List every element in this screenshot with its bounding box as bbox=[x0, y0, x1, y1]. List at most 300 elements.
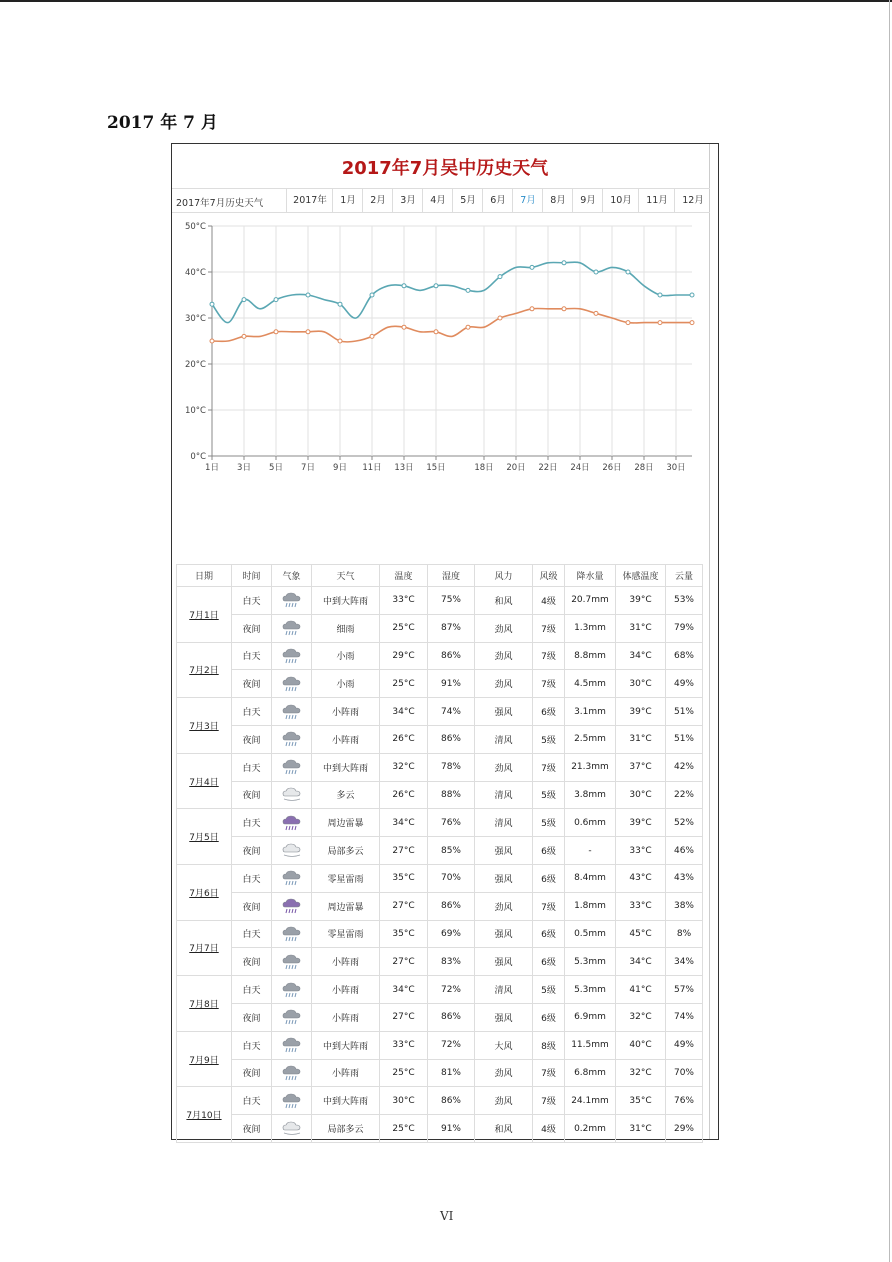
date-link[interactable]: 7月8日 bbox=[189, 999, 219, 1010]
precip-cell: 1.3mm bbox=[565, 614, 616, 642]
temp-cell: 35°C bbox=[380, 920, 428, 948]
weather-icon-cell bbox=[272, 698, 312, 726]
data-point bbox=[466, 288, 470, 292]
weather-cell: 小雨 bbox=[312, 642, 380, 670]
weather-icon-cell bbox=[272, 892, 312, 920]
feel-cell: 41°C bbox=[616, 976, 666, 1004]
wind-cell: 清风 bbox=[475, 781, 533, 809]
data-point bbox=[466, 325, 470, 329]
level-cell: 7级 bbox=[533, 642, 565, 670]
precip-cell: 8.4mm bbox=[565, 864, 616, 892]
weather-icon-cell bbox=[272, 1115, 312, 1143]
temp-cell: 25°C bbox=[380, 614, 428, 642]
temp-cell: 34°C bbox=[380, 698, 428, 726]
feel-cell: 32°C bbox=[616, 1059, 666, 1087]
wind-cell: 清风 bbox=[475, 809, 533, 837]
temp-cell: 34°C bbox=[380, 976, 428, 1004]
y-tick-label: 10°C bbox=[184, 406, 206, 416]
cloud-cell: 8% bbox=[666, 920, 703, 948]
series-line-0 bbox=[212, 262, 692, 323]
feel-cell: 30°C bbox=[616, 781, 666, 809]
weather-cell: 小阵雨 bbox=[312, 725, 380, 753]
column-header: 体感温度 bbox=[616, 565, 666, 587]
precip-cell: 3.8mm bbox=[565, 781, 616, 809]
wind-cell: 和风 bbox=[475, 1115, 533, 1143]
weather-cell: 周边雷暴 bbox=[312, 809, 380, 837]
humidity-cell: 75% bbox=[428, 587, 475, 615]
date-link[interactable]: 7月7日 bbox=[189, 944, 219, 955]
precip-cell: 24.1mm bbox=[565, 1087, 616, 1115]
level-cell: 4级 bbox=[533, 1115, 565, 1143]
temp-cell: 25°C bbox=[380, 670, 428, 698]
feel-cell: 33°C bbox=[616, 892, 666, 920]
precip-cell: 3.1mm bbox=[565, 698, 616, 726]
temp-cell: 33°C bbox=[380, 1031, 428, 1059]
temp-cell: 27°C bbox=[380, 837, 428, 865]
time-cell: 白天 bbox=[232, 753, 272, 781]
level-cell: 6级 bbox=[533, 1003, 565, 1031]
precip-cell: 4.5mm bbox=[565, 670, 616, 698]
x-tick-label: 5日 bbox=[269, 463, 283, 473]
wind-cell: 劲风 bbox=[475, 1087, 533, 1115]
feel-cell: 39°C bbox=[616, 809, 666, 837]
temp-cell: 26°C bbox=[380, 781, 428, 809]
time-cell: 夜间 bbox=[232, 1115, 272, 1143]
weather-icon-cell bbox=[272, 864, 312, 892]
weather-icon-cell bbox=[272, 753, 312, 781]
cloud-cell: 22% bbox=[666, 781, 703, 809]
temp-cell: 26°C bbox=[380, 725, 428, 753]
data-point bbox=[498, 275, 502, 279]
data-point bbox=[242, 334, 246, 338]
feel-cell: 31°C bbox=[616, 725, 666, 753]
temp-cell: 29°C bbox=[380, 642, 428, 670]
time-cell: 白天 bbox=[232, 976, 272, 1004]
humidity-cell: 72% bbox=[428, 976, 475, 1004]
temp-cell: 35°C bbox=[380, 864, 428, 892]
thunder-icon bbox=[280, 814, 304, 832]
right-edge-rule bbox=[889, 0, 890, 1262]
column-header: 日期 bbox=[177, 565, 232, 587]
x-tick-label: 22日 bbox=[538, 463, 558, 473]
table-row bbox=[177, 948, 703, 976]
wind-cell: 强风 bbox=[475, 698, 533, 726]
weather-cell: 小阵雨 bbox=[312, 698, 380, 726]
humidity-cell: 78% bbox=[428, 753, 475, 781]
date-cell bbox=[177, 809, 232, 865]
x-tick-label: 15日 bbox=[426, 463, 446, 473]
precip-cell: 2.5mm bbox=[565, 725, 616, 753]
x-tick-label: 13日 bbox=[394, 463, 414, 473]
cloud-icon bbox=[280, 1120, 304, 1138]
feel-cell: 43°C bbox=[616, 864, 666, 892]
table-row bbox=[177, 1115, 703, 1143]
wind-cell: 劲风 bbox=[475, 614, 533, 642]
data-point bbox=[498, 316, 502, 320]
weather-widget-title: 2017年7月吴中历史天气 bbox=[341, 158, 549, 179]
month-tab[interactable]: 3月 bbox=[392, 189, 423, 212]
level-cell: 7级 bbox=[533, 670, 565, 698]
rain-icon bbox=[280, 619, 304, 637]
table-row bbox=[177, 892, 703, 920]
weather-history-table bbox=[176, 564, 703, 1143]
cloud-cell: 70% bbox=[666, 1059, 703, 1087]
temp-cell: 25°C bbox=[380, 1059, 428, 1087]
table-row bbox=[177, 809, 703, 837]
data-point bbox=[338, 302, 342, 306]
time-cell: 夜间 bbox=[232, 725, 272, 753]
level-cell: 7级 bbox=[533, 1087, 565, 1115]
cloud-icon bbox=[280, 842, 304, 860]
time-cell: 白天 bbox=[232, 587, 272, 615]
level-cell: 6级 bbox=[533, 864, 565, 892]
table-row bbox=[177, 725, 703, 753]
time-cell: 白天 bbox=[232, 698, 272, 726]
y-tick-label: 20°C bbox=[184, 360, 206, 370]
date-link[interactable]: 7月6日 bbox=[189, 888, 219, 899]
table-row bbox=[177, 976, 703, 1004]
date-link[interactable]: 7月5日 bbox=[189, 833, 219, 844]
data-point bbox=[402, 284, 406, 288]
cloud-cell: 49% bbox=[666, 670, 703, 698]
level-cell: 6级 bbox=[533, 920, 565, 948]
level-cell: 4级 bbox=[533, 587, 565, 615]
temperature-line-chart bbox=[172, 214, 702, 476]
temp-cell: 34°C bbox=[380, 809, 428, 837]
weather-icon-cell bbox=[272, 1059, 312, 1087]
cloud-cell: 76% bbox=[666, 1087, 703, 1115]
month-tab[interactable]: 8月 bbox=[542, 189, 573, 212]
weather-cell: 中到大阵雨 bbox=[312, 1087, 380, 1115]
temp-cell: 25°C bbox=[380, 1115, 428, 1143]
humidity-cell: 86% bbox=[428, 1087, 475, 1115]
weather-icon-cell bbox=[272, 587, 312, 615]
feel-cell: 35°C bbox=[616, 1087, 666, 1115]
weather-icon-cell bbox=[272, 809, 312, 837]
cloud-cell: 52% bbox=[666, 809, 703, 837]
cloud-cell: 79% bbox=[666, 614, 703, 642]
rain-icon bbox=[280, 703, 304, 721]
data-point bbox=[562, 307, 566, 311]
thunder-icon bbox=[280, 897, 304, 915]
rain-icon bbox=[280, 730, 304, 748]
level-cell: 5级 bbox=[533, 725, 565, 753]
time-cell: 白天 bbox=[232, 864, 272, 892]
humidity-cell: 86% bbox=[428, 642, 475, 670]
y-tick-label: 50°C bbox=[184, 222, 206, 232]
rain-icon bbox=[280, 647, 304, 665]
month-tab[interactable]: 1月 bbox=[332, 189, 363, 212]
precip-cell: 6.8mm bbox=[565, 1059, 616, 1087]
weather-cell: 小阵雨 bbox=[312, 976, 380, 1004]
cloud-cell: 38% bbox=[666, 892, 703, 920]
temp-cell: 33°C bbox=[380, 587, 428, 615]
x-tick-label: 18日 bbox=[474, 463, 494, 473]
wind-cell: 强风 bbox=[475, 837, 533, 865]
feel-cell: 33°C bbox=[616, 837, 666, 865]
top-rule bbox=[0, 0, 892, 2]
table-row bbox=[177, 1087, 703, 1115]
column-header: 风力 bbox=[475, 565, 533, 587]
month-tab[interactable]: 2017年 bbox=[286, 189, 333, 212]
month-tab[interactable]: 9月 bbox=[572, 189, 603, 212]
wind-cell: 强风 bbox=[475, 864, 533, 892]
data-point bbox=[690, 293, 694, 297]
month-tab[interactable]: 7月 bbox=[512, 189, 543, 212]
time-cell: 白天 bbox=[232, 642, 272, 670]
humidity-cell: 83% bbox=[428, 948, 475, 976]
rain-icon bbox=[280, 869, 304, 887]
rain-icon bbox=[280, 1092, 304, 1110]
time-cell: 白天 bbox=[232, 1087, 272, 1115]
date-link[interactable]: 7月1日 bbox=[189, 610, 219, 621]
level-cell: 6级 bbox=[533, 948, 565, 976]
humidity-cell: 91% bbox=[428, 1115, 475, 1143]
time-cell: 夜间 bbox=[232, 781, 272, 809]
column-header: 时间 bbox=[232, 565, 272, 587]
table-row bbox=[177, 781, 703, 809]
table-row bbox=[177, 670, 703, 698]
humidity-cell: 88% bbox=[428, 781, 475, 809]
table-row bbox=[177, 1031, 703, 1059]
precip-cell: 0.5mm bbox=[565, 920, 616, 948]
precip-cell: 8.8mm bbox=[565, 642, 616, 670]
page-number: VI bbox=[440, 1209, 454, 1223]
date-cell bbox=[177, 753, 232, 809]
humidity-cell: 86% bbox=[428, 892, 475, 920]
document-heading: 2017 年 7 月 bbox=[107, 113, 218, 133]
cloud-cell: 49% bbox=[666, 1031, 703, 1059]
weather-cell: 零星雷雨 bbox=[312, 864, 380, 892]
wind-cell: 清风 bbox=[475, 976, 533, 1004]
feel-cell: 39°C bbox=[616, 587, 666, 615]
x-tick-label: 26日 bbox=[602, 463, 622, 473]
weather-cell: 局部多云 bbox=[312, 837, 380, 865]
wind-cell: 强风 bbox=[475, 948, 533, 976]
weather-cell: 零星雷雨 bbox=[312, 920, 380, 948]
wind-cell: 劲风 bbox=[475, 642, 533, 670]
data-point bbox=[242, 298, 246, 302]
cloud-cell: 51% bbox=[666, 725, 703, 753]
date-link[interactable]: 7月4日 bbox=[189, 777, 219, 788]
time-cell: 夜间 bbox=[232, 1003, 272, 1031]
level-cell: 7级 bbox=[533, 892, 565, 920]
table-header-row bbox=[177, 565, 703, 587]
time-cell: 白天 bbox=[232, 1031, 272, 1059]
date-link[interactable]: 7月3日 bbox=[189, 721, 219, 732]
data-point bbox=[626, 321, 630, 325]
humidity-cell: 72% bbox=[428, 1031, 475, 1059]
month-tab[interactable]: 2月 bbox=[362, 189, 393, 212]
humidity-cell: 91% bbox=[428, 670, 475, 698]
data-point bbox=[274, 330, 278, 334]
feel-cell: 34°C bbox=[616, 948, 666, 976]
column-header: 降水量 bbox=[565, 565, 616, 587]
time-cell: 夜间 bbox=[232, 837, 272, 865]
column-header: 云量 bbox=[666, 565, 703, 587]
humidity-cell: 87% bbox=[428, 614, 475, 642]
precip-cell: 6.9mm bbox=[565, 1003, 616, 1031]
weather-cell: 中到大阵雨 bbox=[312, 753, 380, 781]
precip-cell: 1.8mm bbox=[565, 892, 616, 920]
y-tick-label: 40°C bbox=[184, 268, 206, 278]
data-point bbox=[338, 339, 342, 343]
x-tick-label: 30日 bbox=[666, 463, 686, 473]
time-cell: 白天 bbox=[232, 809, 272, 837]
precip-cell: 5.3mm bbox=[565, 948, 616, 976]
rain-icon bbox=[280, 1064, 304, 1082]
level-cell: 7级 bbox=[533, 614, 565, 642]
weather-icon-cell bbox=[272, 614, 312, 642]
time-cell: 白天 bbox=[232, 920, 272, 948]
level-cell: 7级 bbox=[533, 753, 565, 781]
cloud-cell: 43% bbox=[666, 864, 703, 892]
data-point bbox=[210, 339, 214, 343]
weather-icon-cell bbox=[272, 1087, 312, 1115]
weather-icon-cell bbox=[272, 948, 312, 976]
level-cell: 8级 bbox=[533, 1031, 565, 1059]
feel-cell: 31°C bbox=[616, 1115, 666, 1143]
humidity-cell: 70% bbox=[428, 864, 475, 892]
rain-icon bbox=[280, 758, 304, 776]
feel-cell: 31°C bbox=[616, 614, 666, 642]
precip-cell: 0.2mm bbox=[565, 1115, 616, 1143]
feel-cell: 45°C bbox=[616, 920, 666, 948]
weather-cell: 局部多云 bbox=[312, 1115, 380, 1143]
feel-cell: 40°C bbox=[616, 1031, 666, 1059]
table-row bbox=[177, 920, 703, 948]
temp-cell: 27°C bbox=[380, 948, 428, 976]
precip-cell: 5.3mm bbox=[565, 976, 616, 1004]
date-link[interactable]: 7月2日 bbox=[189, 666, 219, 677]
level-cell: 5级 bbox=[533, 809, 565, 837]
rain-icon bbox=[280, 953, 304, 971]
feel-cell: 37°C bbox=[616, 753, 666, 781]
data-point bbox=[402, 325, 406, 329]
column-header: 风级 bbox=[533, 565, 565, 587]
date-cell bbox=[177, 1087, 232, 1143]
x-tick-label: 1日 bbox=[205, 463, 219, 473]
table-row bbox=[177, 1059, 703, 1087]
cloud-cell: 46% bbox=[666, 837, 703, 865]
time-cell: 夜间 bbox=[232, 614, 272, 642]
month-selector-bar bbox=[172, 188, 710, 213]
x-tick-label: 24日 bbox=[570, 463, 590, 473]
cloud-cell: 53% bbox=[666, 587, 703, 615]
month-tab[interactable]: 12月 bbox=[674, 189, 711, 212]
table-row bbox=[177, 614, 703, 642]
cloud-cell: 34% bbox=[666, 948, 703, 976]
data-point bbox=[434, 284, 438, 288]
level-cell: 7级 bbox=[533, 1059, 565, 1087]
table-row bbox=[177, 837, 703, 865]
column-header: 湿度 bbox=[428, 565, 475, 587]
weather-icon-cell bbox=[272, 642, 312, 670]
humidity-cell: 86% bbox=[428, 1003, 475, 1031]
table-row bbox=[177, 587, 703, 615]
wind-cell: 强风 bbox=[475, 1003, 533, 1031]
data-point bbox=[306, 293, 310, 297]
date-link[interactable]: 7月10日 bbox=[186, 1111, 222, 1122]
cloud-icon bbox=[280, 786, 304, 804]
wind-cell: 大风 bbox=[475, 1031, 533, 1059]
table-row bbox=[177, 864, 703, 892]
data-point bbox=[370, 334, 374, 338]
weather-icon-cell bbox=[272, 976, 312, 1004]
data-point bbox=[658, 321, 662, 325]
weather-cell: 细雨 bbox=[312, 614, 380, 642]
humidity-cell: 86% bbox=[428, 725, 475, 753]
data-point bbox=[690, 321, 694, 325]
wind-cell: 劲风 bbox=[475, 753, 533, 781]
cloud-cell: 42% bbox=[666, 753, 703, 781]
level-cell: 6级 bbox=[533, 698, 565, 726]
level-cell: 6级 bbox=[533, 837, 565, 865]
data-point bbox=[562, 261, 566, 265]
time-cell: 夜间 bbox=[232, 670, 272, 698]
data-point bbox=[434, 330, 438, 334]
date-cell bbox=[177, 642, 232, 698]
weather-icon-cell bbox=[272, 837, 312, 865]
month-tab[interactable]: 6月 bbox=[482, 189, 513, 212]
cloud-cell: 29% bbox=[666, 1115, 703, 1143]
weather-cell: 周边雷暴 bbox=[312, 892, 380, 920]
weather-icon-cell bbox=[272, 1031, 312, 1059]
data-point bbox=[210, 302, 214, 306]
date-link[interactable]: 7月9日 bbox=[189, 1055, 219, 1066]
data-point bbox=[530, 265, 534, 269]
precip-cell: 21.3mm bbox=[565, 753, 616, 781]
scrollbar-edge bbox=[709, 144, 710, 1139]
weather-icon-cell bbox=[272, 920, 312, 948]
series-line-1 bbox=[212, 308, 692, 341]
rain-icon bbox=[280, 1008, 304, 1026]
rain-icon bbox=[280, 591, 304, 609]
month-tab[interactable]: 10月 bbox=[602, 189, 639, 212]
precip-cell: 0.6mm bbox=[565, 809, 616, 837]
wind-cell: 清风 bbox=[475, 725, 533, 753]
data-point bbox=[658, 293, 662, 297]
weather-icon-cell bbox=[272, 781, 312, 809]
column-header: 天气 bbox=[312, 565, 380, 587]
rain-icon bbox=[280, 675, 304, 693]
date-cell bbox=[177, 1031, 232, 1087]
cloud-cell: 51% bbox=[666, 698, 703, 726]
rain-icon bbox=[280, 1036, 304, 1054]
month-tab[interactable]: 4月 bbox=[422, 189, 453, 212]
x-tick-label: 7日 bbox=[301, 463, 315, 473]
date-cell bbox=[177, 920, 232, 976]
date-cell bbox=[177, 864, 232, 920]
precip-cell: 11.5mm bbox=[565, 1031, 616, 1059]
table-row bbox=[177, 698, 703, 726]
month-tab[interactable]: 5月 bbox=[452, 189, 483, 212]
x-tick-label: 9日 bbox=[333, 463, 347, 473]
month-tab[interactable]: 11月 bbox=[638, 189, 675, 212]
column-header: 温度 bbox=[380, 565, 428, 587]
weather-cell: 小阵雨 bbox=[312, 1059, 380, 1087]
x-tick-label: 11日 bbox=[362, 463, 382, 473]
wind-cell: 劲风 bbox=[475, 1059, 533, 1087]
feel-cell: 32°C bbox=[616, 1003, 666, 1031]
weather-cell: 中到大阵雨 bbox=[312, 1031, 380, 1059]
temp-cell: 30°C bbox=[380, 1087, 428, 1115]
humidity-cell: 69% bbox=[428, 920, 475, 948]
y-tick-label: 0°C bbox=[190, 452, 206, 462]
table-row bbox=[177, 1003, 703, 1031]
feel-cell: 34°C bbox=[616, 642, 666, 670]
x-tick-label: 28日 bbox=[634, 463, 654, 473]
